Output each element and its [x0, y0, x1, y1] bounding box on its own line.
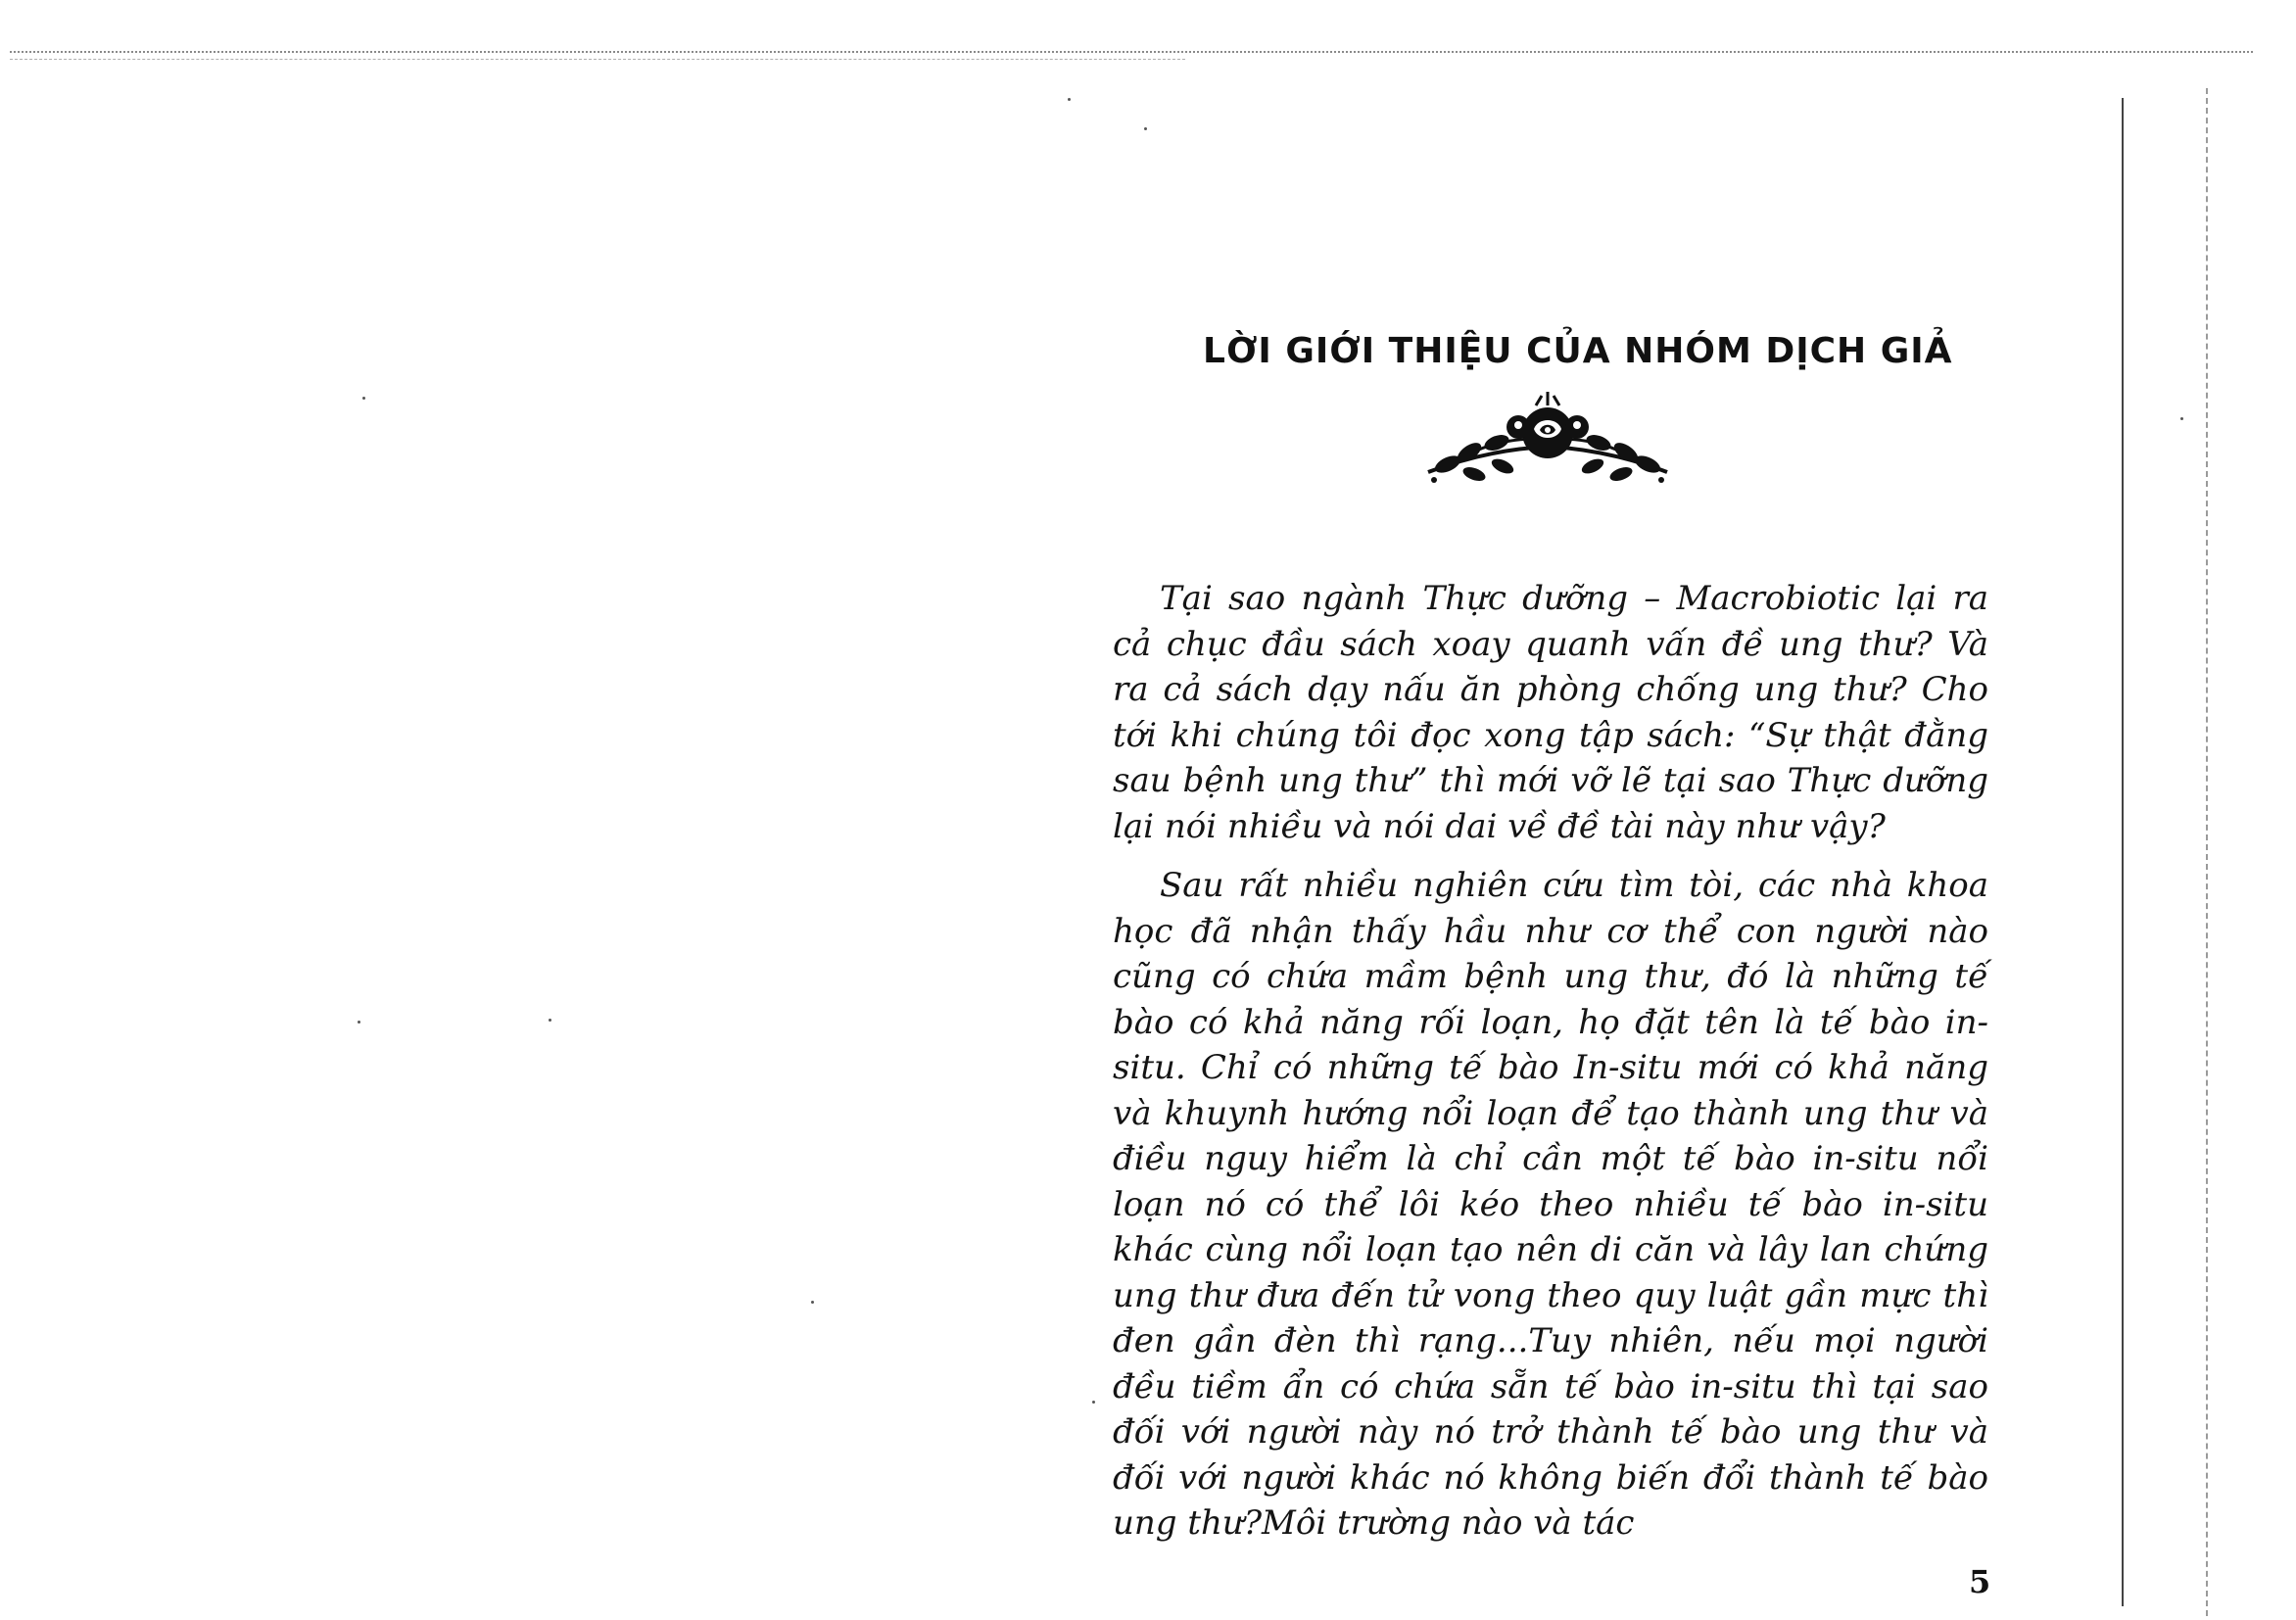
- body-text: [1113, 576, 1988, 1560]
- page-number: 5: [1969, 1563, 1991, 1600]
- scan-speck: [549, 1019, 551, 1022]
- scan-speck: [811, 1301, 814, 1304]
- scan-speck: [1068, 98, 1071, 101]
- scan-speck: [362, 397, 365, 400]
- paragraph-1: Tại sao ngành Thực dưỡng – Macrobiotic lại ra cả chục đầu sách xoay quanh vấn đề ung thư? Và ra cả sách dạy nấu ăn phòng chống ung thư? Cho tới khi chúng tôi đọc xong tập sách: “Sự thật đằng sau bệnh ung thư” thì mới vỡ lẽ tại sao Thực dưỡng lại nói nhiều và nói dai về đề tài này như vậy?: [1113, 579, 1988, 846]
- chapter-title: LỜI GIỚI THIỆU CỦA NHÓM DỊCH GIẢ: [1203, 331, 1953, 371]
- scan-speck: [358, 1021, 360, 1024]
- rose-ornament-icon: [1420, 388, 1675, 496]
- scan-speck: [1092, 1401, 1095, 1404]
- page-edge-line: [2206, 88, 2209, 1616]
- scan-speck: [1144, 127, 1147, 130]
- binding-edge-line: [2122, 98, 2124, 1606]
- paragraph-2: Sau rất nhiều nghiên cứu tìm tòi, các nhà khoa học đã nhận thấy hầu như cơ thể con người nào cũng có chứa mầm bệnh ung thư, đó là những tế bào có khả năng rối loạn, họ đặt tên là tế bào in-situ. Chỉ có những tế bào In-situ mới có khả năng và khuynh hướng nổi loạn để tạo thành ung thư và điều nguy hiểm là chỉ cần một tế bào in-situ nổi loạn nó có thể lôi kéo theo nhiều tế bào in-situ khác cùng nổi loạn tạo nên di căn và lây lan chứng ung thư đưa đến tử vong theo quy luật gần mực thì đen gần đèn thì rạng...Tuy nhiên, nếu mọi người đều tiềm ẩn có chứa sẵn tế bào in-situ thì tại sao đối với người này nó trở thành tế bào ung thư và đối với người khác nó không biến đổi thành tế bào ung thư?Môi trường nào và tác: [1113, 866, 1988, 1543]
- scan-speck: [2180, 417, 2183, 420]
- scan-top-rule: [10, 51, 2253, 53]
- scan-top-rule-faint: [10, 59, 1185, 60]
